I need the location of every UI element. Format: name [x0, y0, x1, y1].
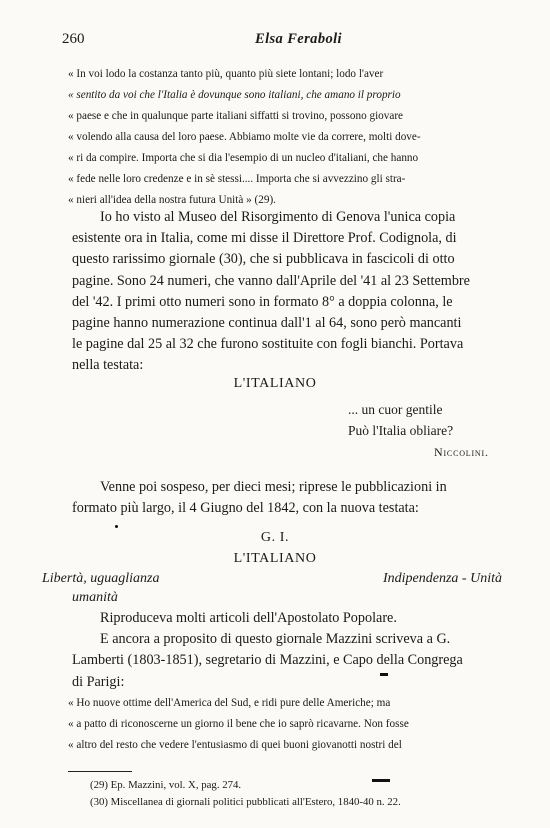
text-line: pagine. Sono 24 numeri, che vanno dall'Aprile del '41 al 23 Settembre — [72, 272, 470, 289]
text-line: Lamberti (1803-1851), segretario di Mazzini, e Capo della Congrega — [72, 652, 463, 669]
quote-line: « nieri all'idea della nostra futura Unità » (29). — [68, 194, 276, 206]
paragraph-1 — [72, 207, 470, 377]
paragraph-2 — [72, 477, 447, 519]
footnote-rule — [68, 771, 132, 772]
quote-line: « In voi lodo la costanza tanto più, quanto più siete lontani; lodo l'aver — [68, 68, 384, 80]
quote-line: « altro del resto che vedere l'entusiasmo di quei buoni giovanotti nostri del — [68, 739, 402, 751]
page-number: 260 — [62, 31, 85, 47]
text-line: le pagine dal 25 al 32 che furono sostituite con fogli bianchi. Portava — [72, 336, 464, 353]
quotation-block-2 — [68, 693, 409, 756]
text-line: Venne poi sospeso, per dieci mesi; riprese le pubblicazioni in — [100, 479, 447, 495]
masthead-author: Niccolini. — [434, 445, 489, 459]
quote-line: « paese e che in qualunque parte italiani siffatti si trovino, possono giovare — [68, 110, 404, 122]
quote-line: « a patto di riconoscerne un giorno il bene che io saprò ricavarne. Non fosse — [68, 718, 409, 730]
quote-line: « volendo alla causa del loro paese. Abbiamo molte vie da correre, molti dove- — [68, 131, 421, 143]
text-line: Riproduceva molti articoli dell'Apostolato Popolare. — [100, 610, 397, 626]
masthead-initials: G. I. — [260, 530, 290, 545]
footnote-29: (29) Ep. Mazzini, vol. X, pag. 274. — [90, 779, 242, 791]
ink-mark — [380, 673, 388, 676]
quote-line: « sentito da voi che l'Italia è dovunque sono italiani, che amano il proprio — [68, 89, 401, 101]
text-line: Io ho visto al Museo del Risorgimento di Genova l'unica copia — [100, 209, 456, 225]
running-title: Elsa Feraboli — [255, 31, 342, 47]
quote-line: « fede nelle loro credenze e in sè stessi.... Importa che si avvezzino gli stra- — [68, 173, 406, 185]
masthead-title-2: L'ITALIANO — [233, 551, 317, 566]
footnote-30: (30) Miscellanea di giornali politici pubblicati all'Estero, 1840-40 n. 22. — [90, 796, 401, 808]
text-line: esistente ora in Italia, come mi disse il Direttore Prof. Codignola, di — [72, 230, 457, 247]
text-line: pagine hanno numerazione continua dall'1 al 64, sono però mancanti — [72, 314, 462, 331]
masthead-verse-1: ... un cuor gentile — [348, 402, 443, 417]
text-line: di Parigi: — [72, 673, 125, 690]
motto-left-line-1: Libertà, uguaglianza — [42, 571, 160, 586]
quotation-block-1 — [68, 64, 421, 211]
masthead-verse-2: Può l'Italia obliare? — [348, 423, 454, 438]
quote-line: « Ho nuove ottime dell'America del Sud, e ridi pure delle Americhe; ma — [68, 697, 391, 709]
motto-left-line-2: umanità — [72, 590, 118, 605]
footnotes — [90, 777, 401, 811]
text-line: formato più largo, il 4 Giugno del 1842, con la nuova testata: — [72, 500, 419, 517]
paragraph-3 — [72, 608, 463, 693]
text-line: questo rarissimo giornale (30), che si pubblicava in fascicoli di otto — [72, 251, 455, 268]
text-line: nella testata: — [72, 357, 144, 374]
quote-line: « ri da compire. Importa che si dia l'esempio di un nucleo d'italiani, che hanno — [68, 152, 419, 164]
text-line: del '42. I primi otto numeri sono in formato 8° a doppia colonna, le — [72, 293, 453, 310]
masthead-title-1: L'ITALIANO — [233, 376, 317, 391]
ink-dot — [115, 525, 118, 528]
motto-right: Indipendenza - Unità — [383, 571, 502, 586]
text-line: E ancora a proposito di questo giornale Mazzini scriveva a G. — [100, 631, 451, 648]
